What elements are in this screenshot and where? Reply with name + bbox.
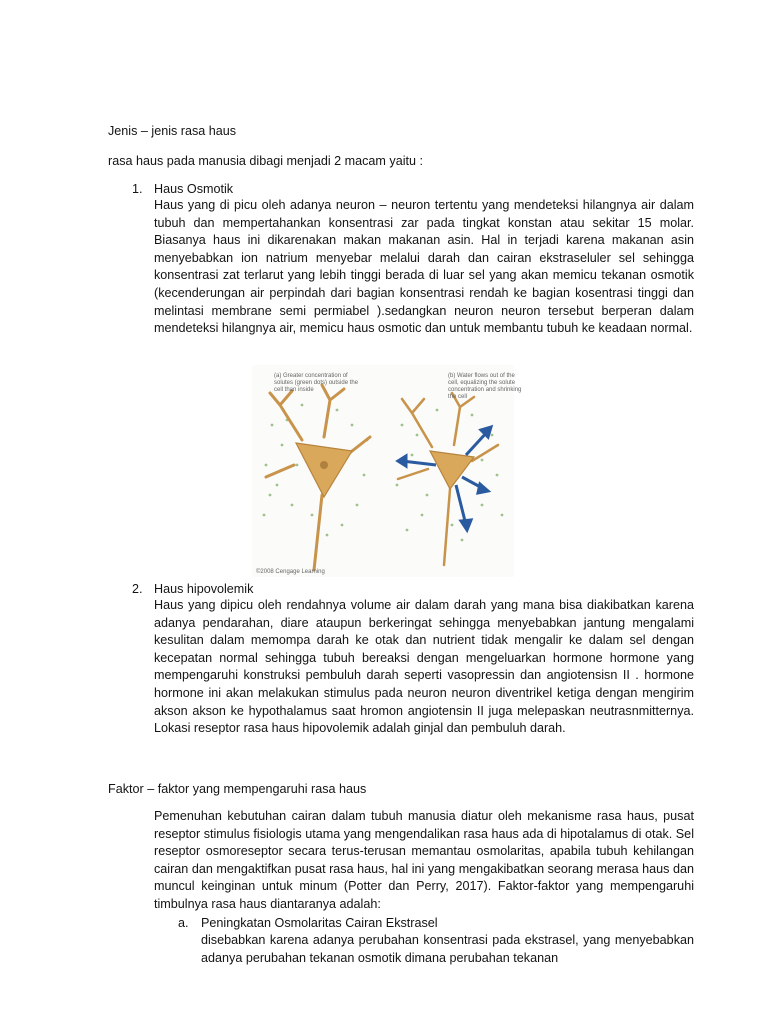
neuron-osmosis-figure <box>252 365 522 577</box>
item-2-body: Haus yang dipicu oleh rendahnya volume air dalam darah yang mana bisa diakibatkan karena adanya pendarahan, diare ataupun berkeringat sehingga menyebabkan jantung mengalami kesulitan dalam memompa darah ke otak dan nutrient tidak mengalir ke dalam sel dengan kecepatan normal sehingga tubuh bereaksi dengan mengeluarkan hormone hormone yang mempengaruhi konstruksi pembuluh darah seperti vasopressin dan angiotensisn II . hormone hormone ini akan melakukan stimulus pada neuron neuron diventrikel ketiga dengan mengirim akson akson ke hypothalamus saat hromon angiotensin II juga melepaskan neutrasnmitternya. Lokasi reseptor rasa haus hipovolemik adalah ginjal dan pembuluh darah. <box>154 598 694 736</box>
figure-caption-b: (b) Water flows out of the cell, equalizing the solute concentration and shrinking the cell <box>448 373 522 400</box>
figure-caption-a: (a) Greater concentration of solutes (green dots) outside the cell than inside <box>274 373 359 393</box>
figure-credit: ©2008 Cengage Learning <box>256 569 325 575</box>
section-title-types: Jenis – jenis rasa haus <box>108 124 237 138</box>
section-title-factors: Faktor – faktor yang mempengaruhi rasa haus <box>108 782 367 796</box>
item-1-body: Haus yang di picu oleh adanya neuron – neuron tertentu yang mendeteksi hilangnya air dalam tubuh dan mempertahankan konsentrasi zar pada tingkat konstan atau sekitar 15 molar. Biasanya haus ini dikarenakan makan makanan asin. Hal in terjadi karena makanan asin menyebabkan ion natrium menyebar melalui darah dan cairan ekstraseluler sel sehingga konsentrasi zat terlarut yang lebih tinggi berada di luar sel yang akan memicu tekanan osmotik (kecenderungan air perpindah dari bagian konsentrasi rendah ke bagian kosentrasi tinggi dan melintasi membrane semi permiabel ).sedangkan neuron neuron tersebut berperan dalam mendeteksi hilangnya air, memicu haus osmotic dan untuk membantu tubuh ke keadaan normal. <box>154 198 694 336</box>
factors-body: Pemenuhan kebutuhan cairan dalam tubuh manusia diatur oleh mekanisme rasa haus, pusat reseptor stimulus fisiologis utama yang mengendalikan rasa haus ada di hipotalamus di otak. Sel reseptor osmoreseptor secara terus-terusan memantau osmolaritas, apabila tubuh kehilangan cairan dan mengaktifkan pusat rasa haus, hal ini yang mengakibatkan seorang merasa haus dan muncul keinginan untuk minum (Potter dan Perry, 2017). Faktor-faktor yang mempengaruhi timbulnya rasa haus diantaranya adalah: <box>154 809 694 911</box>
sub-item-a-heading: Peningkatan Osmolaritas Cairan Ekstrasel <box>201 916 438 930</box>
item-1-heading: Haus Osmotik <box>154 182 234 196</box>
sub-item-a-body: disebabkan karena adanya perubahan konsentrasi pada ekstrasel, yang menyebabkan adanya perubahan tekanan osmotik dimana perubahan tekanan <box>201 933 694 965</box>
item-2-number: 2. <box>132 582 143 596</box>
item-1-number: 1. <box>132 182 143 196</box>
sub-item-a-letter: a. <box>178 916 189 930</box>
item-2-heading: Haus hipovolemik <box>154 582 254 596</box>
intro-text: rasa haus pada manusia dibagi menjadi 2 macam yaitu : <box>108 154 424 168</box>
